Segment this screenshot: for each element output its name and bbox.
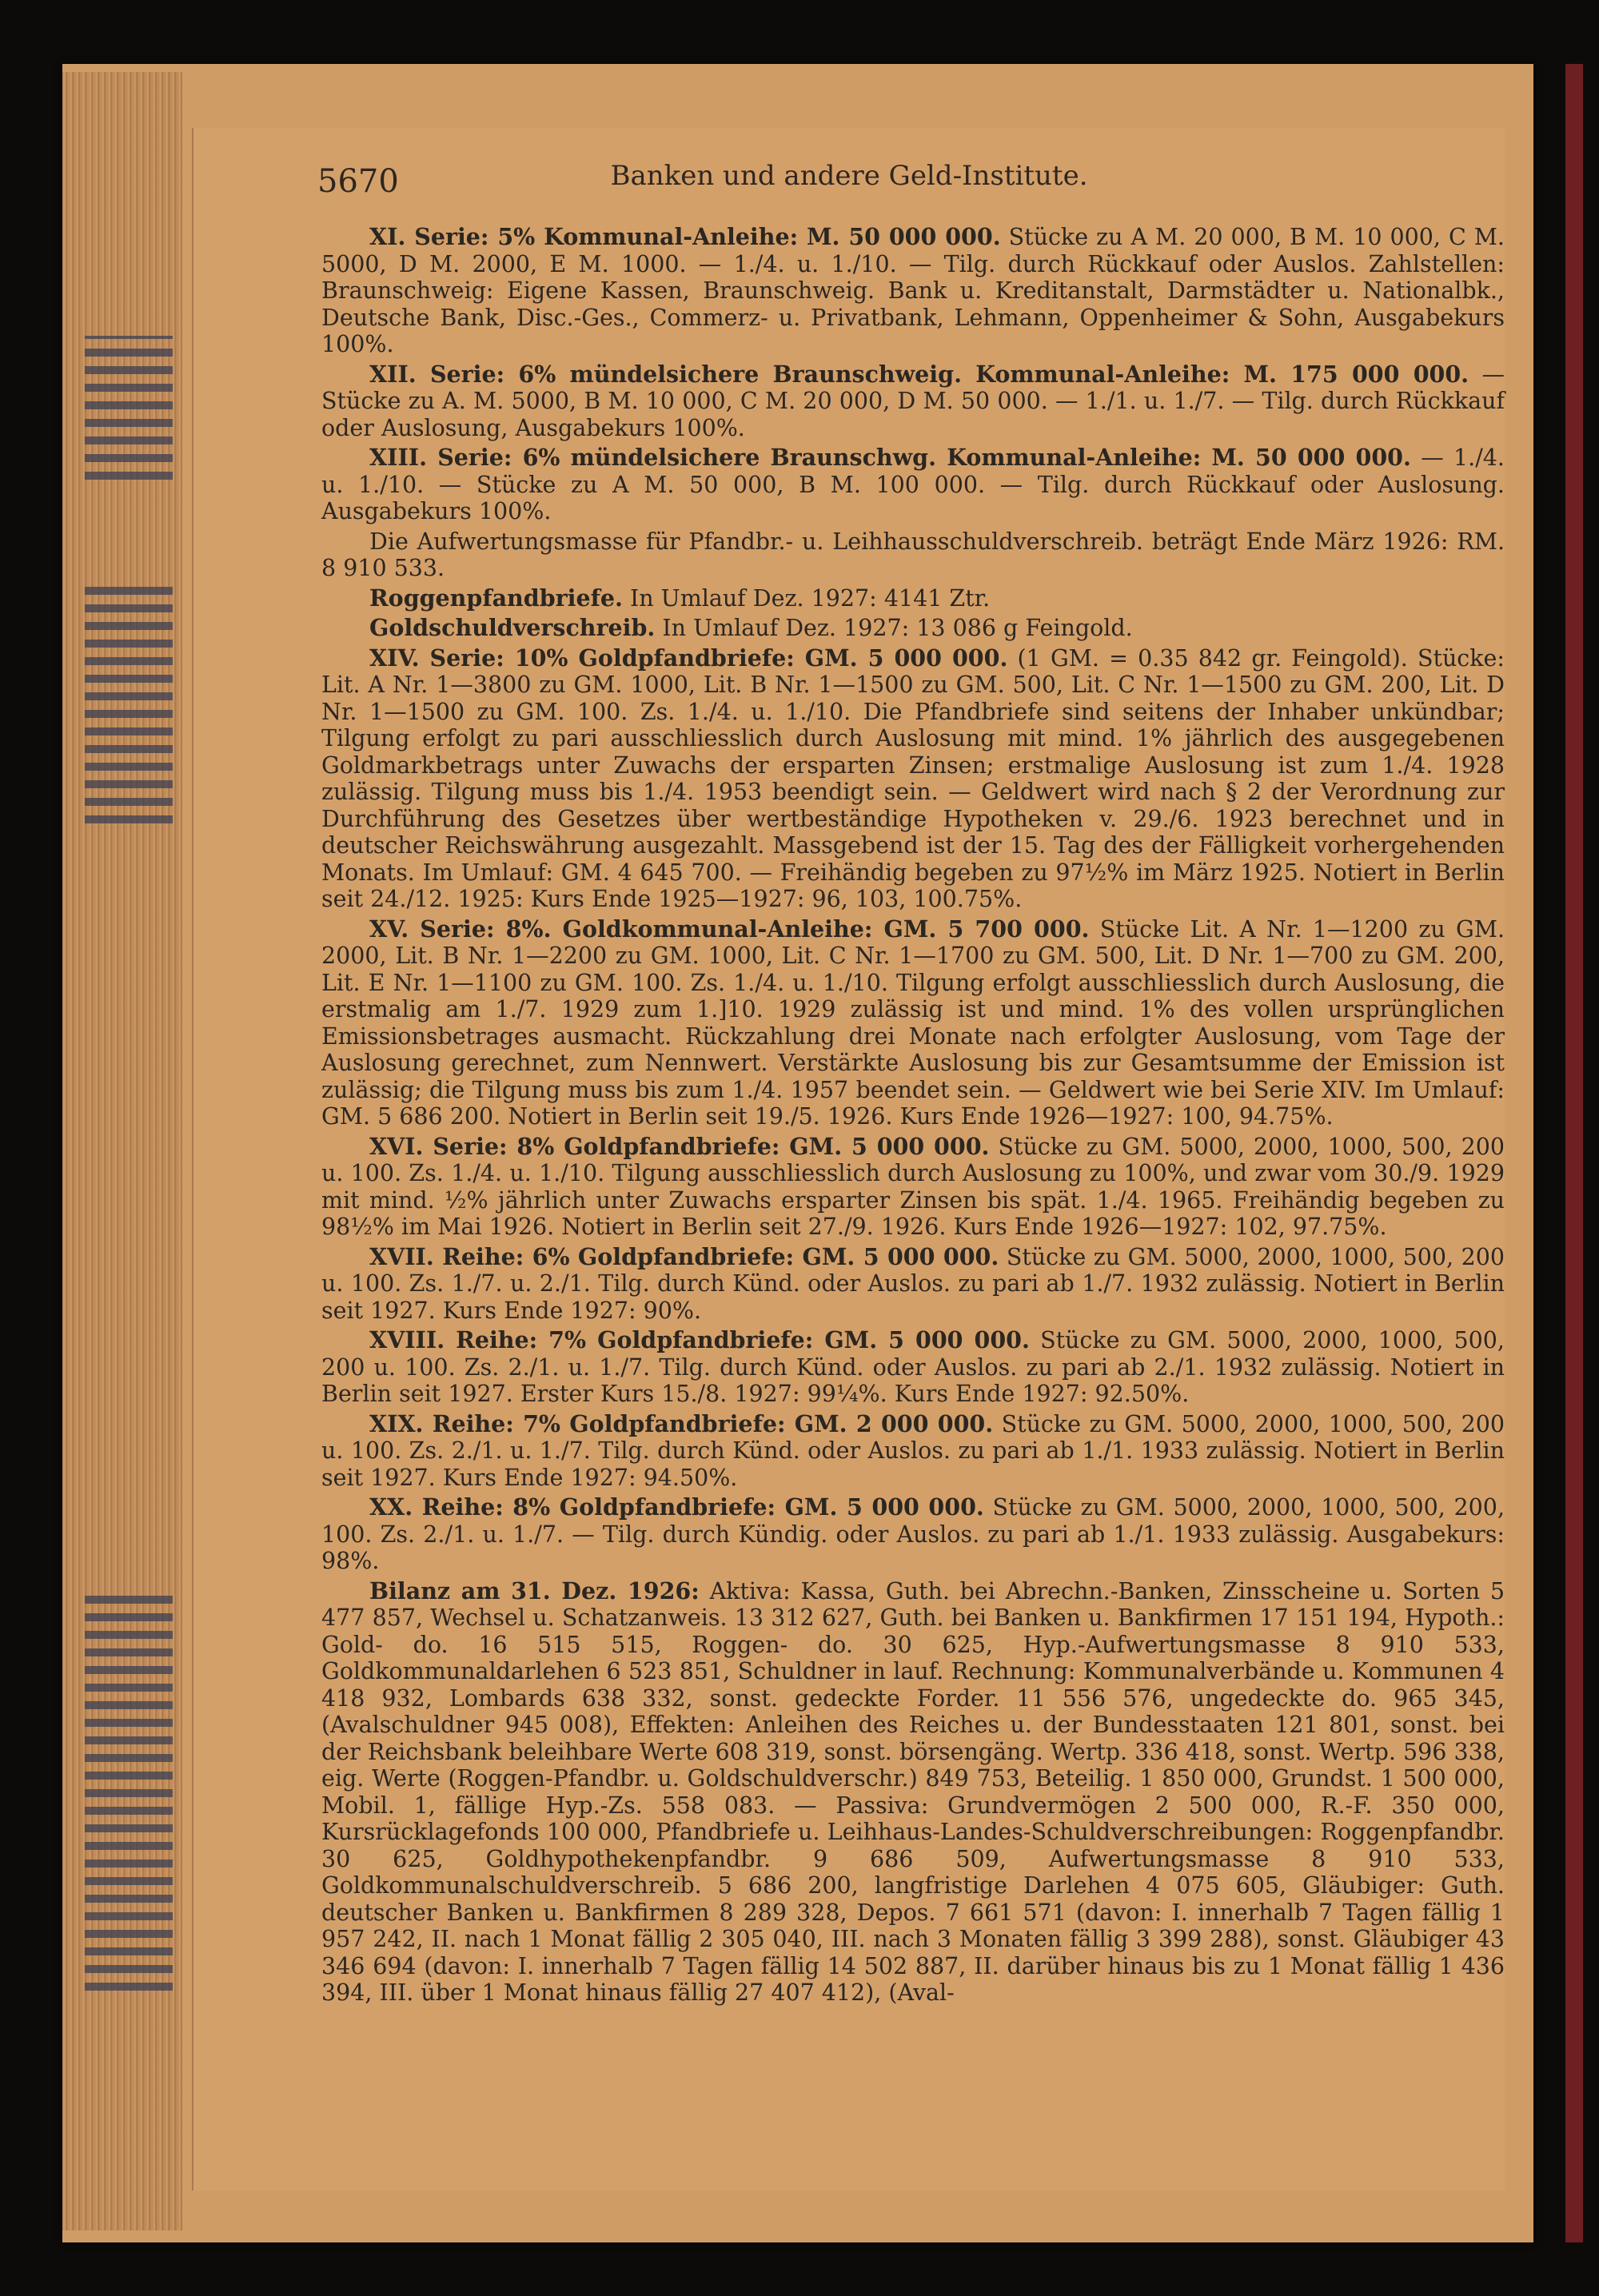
- paragraph-text: (1 GM. = 0.35 842 gr. Feingold). Stücke: Lit. A Nr. 1—3800 zu GM. 1000, Lit. B Nr. 1—1500 zu GM. 500, Lit. C Nr. 1—1500 zu GM. 200, Lit. D Nr. 1—1500 zu GM. 100. Zs. 1./4. u. 1./10. Die Pfandbriefe sind seitens der Inhaber unkündbar; Tilgung erfolgt zu pari ausschliesslich durch Auslosung mit mind. 1% jährlich des ausgegebenen Goldmarkbetrags unter Zuwachs der ersparten Zinsen; erstmalige Auslosung ist zum 1./4. 1928 zulässig. Tilgung muss bis 1./4. 1953 beendigt sein. — Geldwert wird nach § 2 der Verordnung zur Durchführung des Gesetzes über wertbeständige Hypotheken v. 29./6. 1923 berechnet und in deutscher Reichswährung ausgezahlt. Massgebend ist der 15. Tag des der Fälligkeit vorhergehenden Monats. Im Umlauf: GM. 4 645 700. — Freihändig begeben zu 97½% im März 1925. Notiert in Berlin seit 24./12. 1925: Kurs Ende 1925—1927: 96, 103, 100.75%.: [321, 644, 1505, 912]
- edge-stamp-middle: [85, 584, 173, 823]
- paragraph-text: In Umlauf Dez. 1927: 4141 Ztr.: [622, 584, 991, 612]
- page-number: 5670: [317, 163, 399, 200]
- paragraph: [321, 1578, 1505, 2007]
- paragraph-text: Stücke zu GM. 5000, 2000, 1000, 500, 200 u. 100. Zs. 1./7. u. 2./1. Tilg. durch Künd. oder Auslos. zu pari ab 1./7. 1932 zulässig. Notiert in Berlin seit 1927. Kurs Ende 1927: 90%.: [321, 1243, 1505, 1324]
- paragraph: [321, 1327, 1505, 1408]
- section-heading: XIV. Serie: 10% Goldpfandbriefe: GM. 5 000 000.: [369, 644, 1008, 672]
- page-body: [321, 224, 1505, 2010]
- paragraph-text: Stücke zu GM. 5000, 2000, 1000, 500, 200 u. 100. Zs. 1./4. u. 1./10. Tilgung ausschliesslich durch Auslosung zu 100%, und zwar vom 30./9. 1929 mit mind. ½% jährlich unter Zuwachs ersparter Zinsen bis spät. 1./4. 1965. Freihändig begeben zu 98½% im Mai 1926. Notiert in Berlin seit 27./9. 1926. Kurs Ende 1926—1927: 102, 97.75%.: [321, 1133, 1505, 1240]
- section-heading: XI. Serie: 5% Kommunal-Anleihe: M. 50 000 000.: [369, 223, 1001, 250]
- paragraph-text: Die Aufwertungsmasse für Pfandbr.- u. Leihhausschuldverschreib. beträgt Ende März 1926: RM. 8 910 533.: [321, 528, 1505, 581]
- page-header: [193, 152, 1505, 200]
- section-heading: XIX. Reihe: 7% Goldpfandbriefe: GM. 2 000 000.: [369, 1409, 994, 1437]
- paragraph-text: Stücke zu GM. 5000, 2000, 1000, 500, 200 u. 100. Zs. 2./1. u. 1./7. Tilg. durch Künd. oder Auslos. zu pari ab 1./1. 1933 zulässig. Notiert in Berlin seit 1927. Kurs Ende 1927: 94.50%.: [321, 1410, 1505, 1491]
- paragraph-text: Stücke zu GM. 5000, 2000, 1000, 500, 200, 100. Zs. 2./1. u. 1./7. — Tilg. durch Kündig. oder Auslos. zu pari ab 1./1. 1933 zulässig. Ausgabekurs: 98%.: [321, 1494, 1505, 1574]
- paragraph: [321, 361, 1505, 442]
- page-edges: [62, 72, 182, 2230]
- section-heading: XX. Reihe: 8% Goldpfandbriefe: GM. 5 000 000.: [369, 1493, 984, 1521]
- section-heading: XVII. Reihe: 6% Goldpfandbriefe: GM. 5 000 000.: [369, 1242, 999, 1270]
- paragraph: [321, 585, 1505, 612]
- paragraph-text: In Umlauf Dez. 1927: 13 086 g Feingold.: [655, 615, 1133, 641]
- section-heading: Bilanz am 31. Dez. 1926:: [369, 1577, 700, 1604]
- paragraph: [321, 444, 1505, 525]
- paragraph: [321, 1494, 1505, 1575]
- paragraph-text: — Stücke zu A. M. 5000, B M. 10 000, C M. 20 000, D M. 50 000. — 1./1. u. 1./7. — Tilg. durch Rückkauf oder Auslosung, Ausgabekurs 100%.: [321, 361, 1505, 441]
- paragraph-text: Stücke zu A M. 20 000, B M. 10 000, C M. 5000, D M. 2000, E M. 1000. — 1./4. u. 1./10. — Tilg. durch Rückkauf oder Auslos. Zahlstellen: Braunschweig: Eigene Kassen, Braunschweig. Bank u. Kreditanstalt, Darmstädter u. Nationalbk., Deutsche Bank, Disc.-Ges., Commerz- u. Privatbank, Lehmann, Oppenheimer & Sohn, Ausgabekurs 100%.: [321, 224, 1505, 357]
- section-heading: Roggenpfandbriefe.: [369, 584, 623, 612]
- paragraph: [321, 1244, 1505, 1325]
- paragraph: [321, 528, 1505, 582]
- book-spine: [1565, 64, 1583, 2242]
- paragraph: [321, 1134, 1505, 1241]
- section-heading: XV. Serie: 8%. Goldkommunal-Anleihe: GM. 5 700 000.: [369, 915, 1090, 943]
- section-heading: Goldschuldverschreib.: [369, 614, 656, 641]
- paragraph-text: Stücke Lit. A Nr. 1—1200 zu GM. 2000, Lit. B Nr. 1—2200 zu GM. 1000, Lit. C Nr. 1—1700 zu GM. 500, Lit. D Nr. 1—700 zu GM. 200, Lit. E Nr. 1—1100 zu GM. 100. Zs. 1./4. u. 1./10. Tilgung erfolgt ausschliesslich durch Auslosung, die erstmalig am 1./7. 1929 zum 1.]10. 1929 zulässig ist und mind. 1% des vollen ursprünglichen Emissionsbetrages ausmacht. Rückzahlung drei Monate nach erfolgter Auslosung, vom Tage der Auslosung gerechnet, zum Nennwert. Verstärkte Auslosung bis zur Gesamtsumme der Emission ist zulässig; die Tilgung muss bis zum 1./4. 1957 beendet sein. — Geldwert wie bei Serie XIV. Im Umlauf: GM. 5 686 200. Notiert in Berlin seit 19./5. 1926. Kurs Ende 1926—1927: 100, 94.75%.: [321, 915, 1505, 1130]
- paragraph-text: Aktiva: Kassa, Guth. bei Abrechn.-Banken, Zinsscheine u. Sorten 5 477 857, Wechsel u. Schatzanweis. 13 312 627, Guth. bei Banken u. Bankfirmen 17 151 194, Hypoth.: Gold- do. 16 515 515, Roggen- do. 30 625, Hyp.-Aufwertungsmasse 8 910 533, Goldkommunaldarlehen 6 523 851, Schuldner in lauf. Rechnung: Kommunalverbände u. Kommunen 4 418 932, Lombards 638 332, sonst. gedeckte Forder. 11 556 576, ungedeckte do. 965 345, (Avalschuldner 945 008), Effekten: Anleihen des Reiches u. der Bundesstaaten 121 801, sonst. bei der Reichsbank beleihbare Werte 608 319, sonst. börsengäng. Wertp. 336 418, sonst. Wertp. 596 338, eig. Werte (Roggen-Pfandbr. u. Goldschuldverschr.) 849 753, Beteilig. 1 850 000, Grundst. 1 500 000, Mobil. 1, fällige Hyp.-Zs. 558 083. — Passiva: Grundvermögen 2 500 000, R.-F. 350 000, Kursrücklagefonds 100 000, Pfandbriefe u. Leihhaus-Landes-Schuldverschreibungen: Roggenpfandbr. 30 625, Goldhypothekenpfandbr. 9 686 509, Aufwertungsmasse 8 910 533, Goldkommunalschuldverschreib. 5 686 200, langfristige Darlehen 4 075 605, Gläubiger: Guth. deutscher Banken u. Bankfirmen 8 289 328, Depos. 7 661 571 (davon: I. innerhalb 7 Tagen fällig 1 957 242, II. nach 1 Monat fällig 2 305 040, III. nach 3 Monaten fällig 3 399 288), sonst. Gläubiger 43 346 694 (davon: I. innerhalb 7 Tagen fällig 14 502 887, II. darüber hinaus bis zu 1 Monat fällig 1 436 394, III. über 1 Monat hinaus fällig 27 407 412), (Aval-: [321, 1577, 1505, 2006]
- book-page: [192, 128, 1505, 2190]
- paragraph: [321, 615, 1505, 642]
- paragraph: [321, 224, 1505, 358]
- edge-stamp-bottom: [85, 1591, 173, 1991]
- paragraph: [321, 1411, 1505, 1492]
- section-heading: XVIII. Reihe: 7% Goldpfandbriefe: GM. 5 000 000.: [369, 1326, 1030, 1353]
- running-title: Banken und andere Geld-Institute.: [610, 160, 1088, 192]
- paragraph: [321, 916, 1505, 1130]
- paragraph: [321, 645, 1505, 913]
- section-heading: XVI. Serie: 8% Goldpfandbriefe: GM. 5 000 000.: [369, 1132, 990, 1160]
- section-heading: XIII. Serie: 6% mündelsichere Braunschwg. Kommunal-Anleihe: M. 50 000 000.: [369, 444, 1411, 471]
- edge-stamp-top: [85, 336, 173, 480]
- paragraph-text: Stücke zu GM. 5000, 2000, 1000, 500, 200 u. 100. Zs. 2./1. u. 1./7. Tilg. durch Künd. oder Auslos. zu pari ab 2./1. 1932 zulässig. Notiert in Berlin seit 1927. Erster Kurs 15./8. 1927: 99¼%. Kurs Ende 1927: 92.50%.: [321, 1327, 1505, 1407]
- paragraph-text: — 1./4. u. 1./10. — Stücke zu A M. 50 000, B M. 100 000. — Tilg. durch Rückkauf oder Auslosung. Ausgabekurs 100%.: [321, 444, 1505, 524]
- section-heading: XII. Serie: 6% mündelsichere Braunschweig. Kommunal-Anleihe: M. 175 000 000.: [369, 360, 1469, 388]
